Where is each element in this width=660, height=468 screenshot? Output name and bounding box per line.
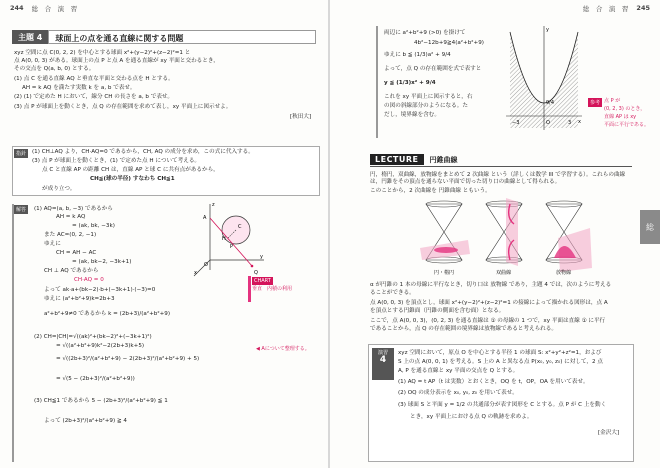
answer-line: AH = k AQ xyxy=(56,214,86,220)
fig-label-q: Q xyxy=(254,270,258,276)
graph-label-y: y xyxy=(546,27,549,33)
graph-note-line: 平面に平行である。 xyxy=(604,122,650,128)
lecture-line: α が円錐の 1 本の母線に平行なとき，切り口は 放物線 であり，主題 4 では，次のように考える xyxy=(370,282,612,288)
fig-label-o: O xyxy=(204,262,208,268)
answer-tag: 解答 xyxy=(16,207,27,213)
hint-line: (3) 点 P が球面上を動くとき，(1) で定めた点 H について考える。 xyxy=(32,158,201,164)
answer-line: また AC=(0, 2, −1) xyxy=(44,232,97,238)
cone-hyperbola xyxy=(486,198,522,266)
problem-source: [秋田大] xyxy=(290,114,312,120)
answer-line: (1) AQ=(a, b, −3) であるから xyxy=(34,206,113,212)
left-page-number: 244 xyxy=(10,4,24,12)
graph-note-line: 直線 AP は xy xyxy=(604,114,637,120)
exercise-line: とき，xy 平面上における点 Q の軌跡を求めよ。 xyxy=(410,414,533,420)
left-running-head xyxy=(10,4,77,13)
cont-line: だし，境界線を含む。 xyxy=(384,112,440,118)
region-graph xyxy=(504,24,584,134)
lecture-heading xyxy=(370,154,458,165)
answer-line: CH·AQ = 0 xyxy=(74,277,104,283)
exercise-line: xyz 空間において，原点 O を中心とする半径 1 の球面 S: x²+y²+z²=1，および xyxy=(398,350,602,356)
right-section-title: 総 合 演 習 xyxy=(582,5,629,13)
fig-label-p: P xyxy=(230,244,234,250)
lecture-line: であることから，点 Q の存在範囲の境界線は放物線であると考えられる。 xyxy=(370,326,557,332)
exercise-line: (2) OQ の成分表示を x₀, y₀, z₀ を用いて表せ。 xyxy=(398,390,518,396)
lecture-line: を頂点とする円錐面（円錐の側面を含む面）となる。 xyxy=(370,308,505,314)
cone-figures xyxy=(414,198,594,278)
hint-line: CH≦(球の半径) すなわち CH≦1 xyxy=(90,176,175,182)
answer-line: (3) CH≦1 であるから 5 − (2b+3)²/(a²+b²+9) ≦ 1 xyxy=(34,398,168,404)
graph-label-vertex: 9/4 xyxy=(546,100,555,106)
answer-line: よって (2b+3)²/(a²+b²+9) ≧ 4 xyxy=(44,418,127,424)
chart-margin-bar xyxy=(248,276,251,302)
continued-bar xyxy=(376,26,378,138)
exercise-line: (1) AQ = t AP（t は実数）とおくとき，OQ を t，OP，OA を用いて表せ。 xyxy=(398,379,589,385)
hint-line: が成り立つ。 xyxy=(42,186,76,192)
cone-caption: 双曲線 xyxy=(496,270,512,276)
problem-line: xyz 空間に点 C(0, 2, 2) を中心とする球面 x²+(y−2)²+(z−2)²=1 と xyxy=(14,50,191,56)
cone-parabola xyxy=(546,201,592,272)
hint-line: 点 C と直線 AP の距離 CH は，直線 AP と球 C に共有点があるから， xyxy=(42,167,219,173)
answer-line: = √(5 − (2b+3)²/(a²+b²+9)) xyxy=(56,376,135,382)
problem-line: その交点を Q(a, b, 0) とする。 xyxy=(14,66,95,72)
fig-label-z: z xyxy=(212,202,215,208)
graph-label-x: x xyxy=(578,119,581,125)
graph-label-neg3: −3 xyxy=(512,120,520,126)
lecture-title: 円錐曲線 xyxy=(429,155,458,164)
answer-line: = √((a²+b²+9)k²−2(2b+3)k+5) xyxy=(56,343,145,349)
exercise-line: S 上の点 A(0, 0, 1) を考える。S 上の A と異なる点 P(x₀, y₀, z₀) に対して，2 点 xyxy=(398,359,603,365)
answer-bar xyxy=(12,204,14,462)
left-section-title: 総 合 演 習 xyxy=(31,5,78,13)
graph-label-pos3: 3 xyxy=(568,120,572,126)
chart-note: 垂直 内積の利用 xyxy=(252,286,293,292)
sphere-figure xyxy=(190,200,268,278)
left-page xyxy=(0,0,328,468)
cont-line: これを xy 平面上に図示すると，右 xyxy=(384,94,473,100)
margin-note: ◀ Aについて整理する。 xyxy=(256,346,310,352)
graph-label-o: O xyxy=(546,120,550,126)
topic-title: 球面上の点を通る直線に関する問題 xyxy=(48,30,316,44)
lecture-paragraph: 円，楕円，双曲線，放物線をまとめて 2 次曲線 という（詳しくは数学 III で学習する）。これらの曲線は，円錐をその頂点を通らない平面で切った切り口の曲線として得られる。 xyxy=(370,172,626,186)
answer-line: CH = AH − AC xyxy=(56,250,97,256)
cone-caption: 円・楕円 xyxy=(434,270,455,276)
topic-banner xyxy=(12,30,316,44)
cone-caption: 放物線 xyxy=(556,270,572,276)
right-running-head xyxy=(583,4,650,13)
answer-line: = √((2b+3)²/(a²+b²+9) − 2(2b+3)²/(a²+b²+9) + 5) xyxy=(56,356,200,362)
topic-tag: 主題 4 xyxy=(12,30,48,44)
side-index-tab[interactable]: 総 xyxy=(640,210,660,244)
lecture-line: ここで，点 A(0, 0, 3)，(0, 2, 3) を通る直線は ① の母線の 1 つで，xy 平面は直線 ① に平行 xyxy=(370,318,606,324)
lecture-line: 点 A(0, 0, 3) を頂点とし，球面 x²+(y−2)²+(z−2)²=1 の接線によって描かれる図形は，点 A xyxy=(370,300,608,306)
problem-line: (2) (1) で定めた H において，線分 CH の長さを a, b で表せ。 xyxy=(14,94,173,100)
exercise-number: 4 xyxy=(379,355,387,365)
answer-line: よって ak·a+(bk−2)·b+(−3k+1)·(−3)=0 xyxy=(44,287,156,293)
problem-line: (1) 点 C を通る直線 AQ と垂直な平面と交わる点を H とする。 xyxy=(14,76,174,82)
cont-line: 4b²−12b+9≧4(a²+b²+9) xyxy=(414,40,484,46)
lecture-line: ることができる。 xyxy=(370,290,415,296)
fig-label-c: C xyxy=(238,224,242,230)
right-page-number: 245 xyxy=(636,4,650,12)
answer-line: a²+b²+9≠0 であるから k = (2b+3)/(a²+b²+9) xyxy=(44,311,171,317)
problem-line: (3) 点 P が球面上を動くとき，点 Q の存在範囲を求めて表し，xy 平面上に図示せよ。 xyxy=(14,104,232,110)
cont-line: ゆえに b ≦ (1/3)a² + 9/4 xyxy=(384,52,451,58)
chart-tag: CHART xyxy=(254,278,271,284)
answer-line: = (ak, bk, −3k) xyxy=(72,223,115,229)
lecture-rule xyxy=(370,166,632,167)
fig-label-a: A xyxy=(203,215,207,221)
graph-note-line: 点 P が xyxy=(604,98,621,104)
exercise-tag: 演習 xyxy=(377,350,388,356)
graph-note-tag: 参考 xyxy=(590,100,601,106)
exercise-source: [金沢大] xyxy=(598,430,620,436)
answer-line: CH ⊥ AQ であるから xyxy=(44,268,99,274)
answer-line: (2) CH=|CH|=√((ak)²+(bk−2)²+(−3k+1)²) xyxy=(34,334,152,340)
exercise-line: A, P を通る直線と xy 平面の交点を Q とする。 xyxy=(398,368,519,374)
answer-line: ゆえに (a²+b²+9)k=2b+3 xyxy=(44,296,115,302)
exercise-badge xyxy=(372,348,394,380)
cont-line: よって，点 Q の存在範囲を式で表すと xyxy=(384,66,482,72)
fig-label-x: x xyxy=(194,270,197,276)
cone-circle-ellipse xyxy=(420,201,470,263)
point-q xyxy=(251,265,254,268)
lecture-label: LECTURE xyxy=(370,154,424,165)
exercise-line: (3) 球面 S と平面 y = 1/2 の共通部分が表す図形を C とする。点 P が C 上を動く xyxy=(398,402,607,408)
fig-label-h: H xyxy=(222,236,226,242)
cont-line: 両辺に a²+b²+9 (>0) を掛けて xyxy=(384,30,466,36)
hint-line: (1) CH⊥AQ より，CH·AQ=0 であるから，CH, AQ の成分を求め，この式に代入する。 xyxy=(32,149,254,155)
fig-label-y: y xyxy=(260,254,263,260)
answer-line: ゆえに xyxy=(44,241,61,247)
graph-note-line: (0, 2, 3) のとき， xyxy=(604,106,646,112)
lecture-paragraph: このことから，2 次曲線を 円錐曲線 ともいう。 xyxy=(370,188,491,194)
cont-line: y ≦ (1/3)x² + 9/4 xyxy=(384,80,436,86)
hint-tag: 指針 xyxy=(16,151,27,157)
cont-line: の図の斜線部分のようになる。た xyxy=(384,103,468,109)
problem-line: AH = k AQ を満たす実数 k を a, b で表せ。 xyxy=(22,85,136,91)
problem-line: 点 A(0, 0, 3) がある。球面上の点 P と点 A を通る直線が xy 平面と交わるとき， xyxy=(14,58,219,64)
answer-line: = (ak, bk−2, −3k+1) xyxy=(72,259,132,265)
